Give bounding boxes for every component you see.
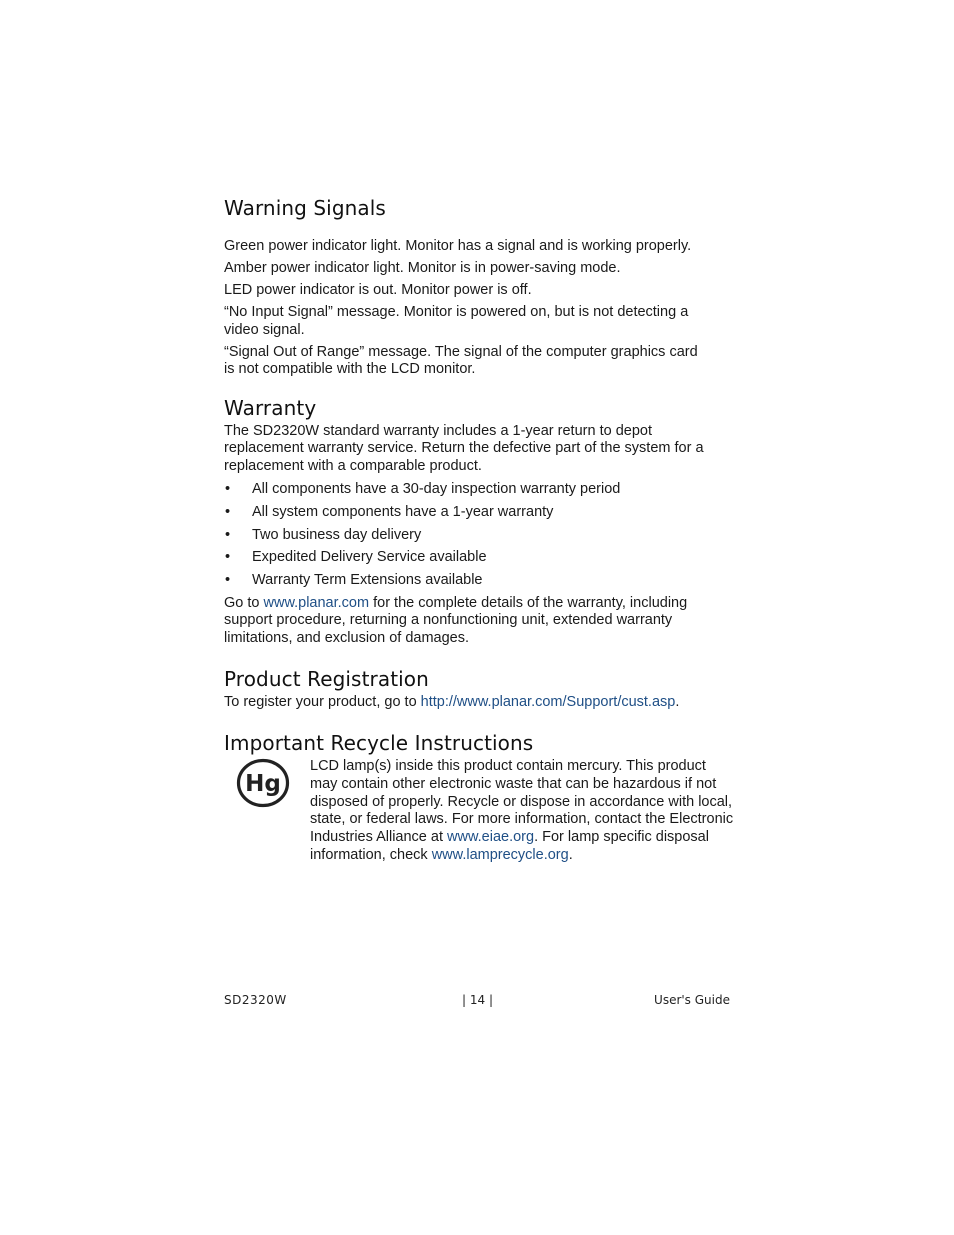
warranty-details-paragraph [224,595,708,648]
signal-item: Green power indicator light. Monitor has a signal and is working properly. [224,238,692,254]
bullet-icon: • [225,572,231,589]
signal-item: “No Input Signal” message. Monitor is powered on, but is not detecting a video signal. [224,304,689,338]
warning-signals-heading: Warning Signals [224,196,386,220]
recycle-heading: Important Recycle Instructions [224,730,534,755]
signal-item: LED power indicator is out. Monitor power is off. [224,282,532,298]
recycle-text-1: LCD lamp(s) inside this product contain mercury. This product may contain other electronic waste that can be hazardous if not disposed of properly. Recycle or dispose in accordance with local, state, or federal laws. For more information, contact the Electronic Industries Alliance at [310,757,734,846]
registration-link[interactable]: http://www.planar.com/Support/cust.asp [420,694,676,711]
page-number: | 14 | [462,993,493,1007]
bullet-icon: • [225,549,231,566]
footer-guide-title: User's Guide [654,993,730,1007]
recycle-text-3: . [568,846,573,863]
warranty-section [224,396,734,648]
footer-model: SD2320W [224,993,287,1007]
page-content [224,196,734,865]
recycle-section [224,731,734,865]
planar-link[interactable]: www.planar.com [263,594,370,611]
recycle-paragraph [310,758,734,865]
signal-item: Amber power indicator light. Monitor is in power-saving mode. [224,260,621,276]
warning-signals-section [224,196,734,379]
registration-heading: Product Registration [224,667,429,692]
recycle-text-2: . For lamp specific disposal information, check [310,829,709,863]
warning-signals-list [224,238,734,379]
warranty-bullet-list [224,481,734,590]
list-item-text: Warranty Term Extensions available [252,572,483,589]
bullet-icon: • [225,503,231,520]
registration-prefix: To register your product, go to [224,694,421,711]
lamprecycle-link[interactable]: www.lamprecycle.org [431,846,569,863]
recycle-row [224,758,734,865]
signal-item: “Signal Out of Range” message. The signal of the computer graphics card is not compatible with the LCD monitor. [224,343,698,377]
mercury-icon-label: Hg [245,770,281,797]
list-item [224,504,734,522]
list-item-text: All components have a 30-day inspection warranty period [252,481,621,497]
list-item [224,527,734,545]
bullet-icon: • [225,481,231,497]
mercury-icon [224,758,310,808]
registration-section [224,667,734,712]
registration-suffix: . [675,694,680,711]
warranty-details-suffix: for the complete details of the warranty, including support procedure, returning a nonfunctioning unit, extended warranty limitations, and exclusion of damages. [224,594,688,646]
warranty-heading: Warranty [224,395,317,420]
list-item-text: Two business day delivery [252,526,422,543]
list-item-text: Expedited Delivery Service available [252,549,487,566]
list-item-text: All system components have a 1-year warranty [252,503,554,520]
list-item [224,481,734,499]
bullet-icon: • [225,526,231,543]
list-item [224,572,734,590]
eiae-link[interactable]: www.eiae.org [447,829,535,846]
warranty-intro: The SD2320W standard warranty includes a 1-year return to depot replacement warranty service. Return the defective part of the system for a replacement with a comparable product. [224,422,704,474]
list-item [224,549,734,567]
warranty-details-prefix: Go to [224,594,264,611]
registration-paragraph [224,694,734,712]
